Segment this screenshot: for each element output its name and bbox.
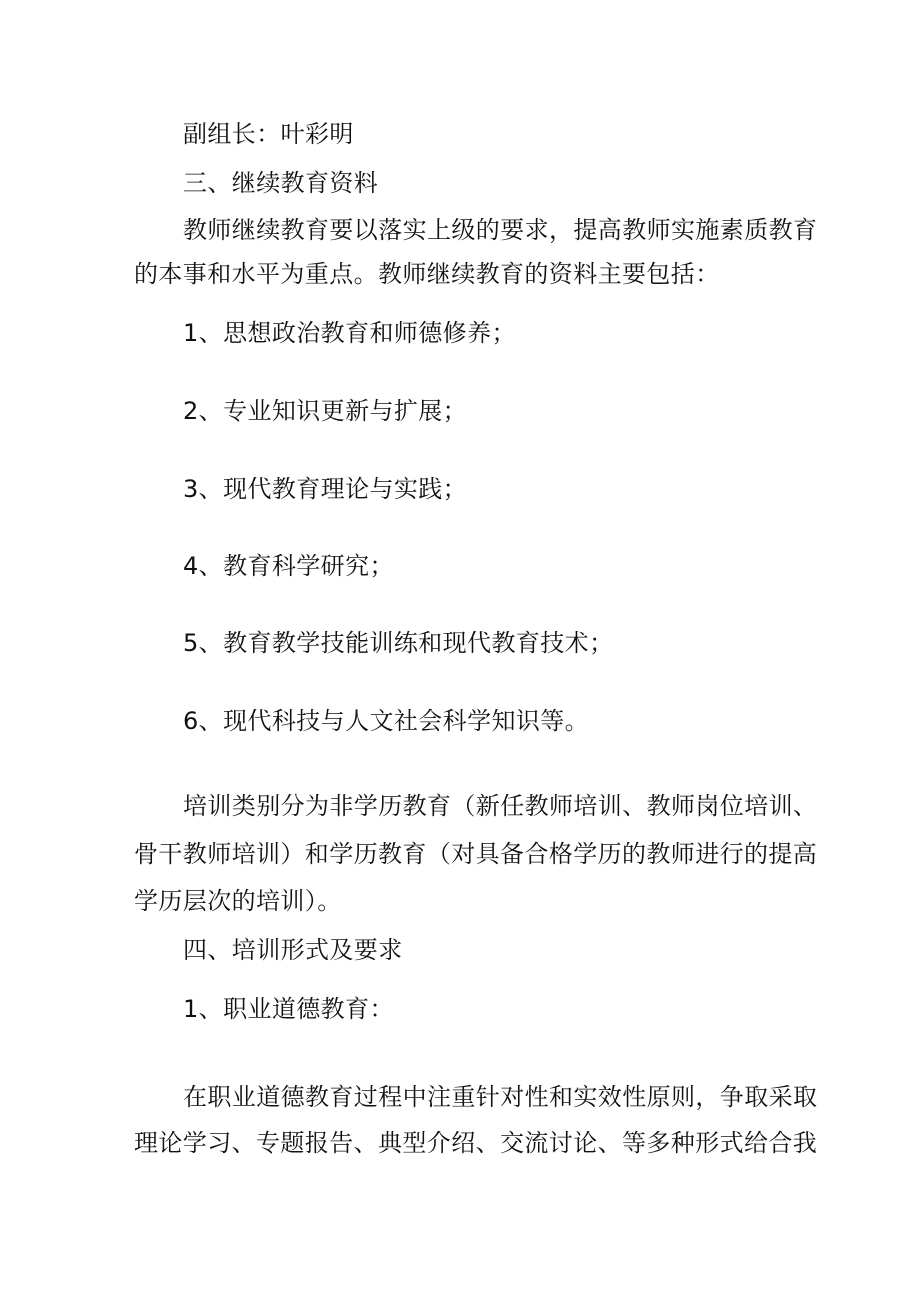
- list-item: 3、现代教育理论与实践；: [183, 475, 468, 503]
- paragraph-line: 的本事和水平为重点。教师继续教育的资料主要包括：: [134, 260, 720, 288]
- paragraph-line: 理论学习、专题报告、典型介绍、交流讨论、等多种形式给合我: [134, 1129, 818, 1157]
- paragraph-line: 在职业道德教育过程中注重针对性和实效性原则，争取采取: [183, 1083, 818, 1111]
- list-item: 4、教育科学研究；: [183, 552, 394, 580]
- section-three-heading: 三、继续教育资料: [183, 169, 379, 197]
- list-item: 6、现代科技与人文社会科学知识等。: [183, 707, 590, 735]
- section-four-heading: 四、培训形式及要求: [183, 936, 403, 964]
- paragraph-line: 骨干教师培训）和学历教育（对具备合格学历的教师进行的提高: [134, 840, 818, 868]
- paragraph-line: 教师继续教育要以落实上级的要求，提高教师实施素质教育: [183, 216, 818, 244]
- list-item: 5、教育教学技能训练和现代教育技术；: [183, 629, 614, 657]
- paragraph-line: 培训类别分为非学历教育（新任教师培训、教师岗位培训、: [183, 792, 818, 820]
- list-item: 2、专业知识更新与扩展；: [183, 397, 468, 425]
- list-item: 1、思想政治教育和师德修养；: [183, 319, 516, 347]
- paragraph-line: 学历层次的培训）。: [134, 887, 342, 915]
- deputy-leader-line: 副组长：叶彩明: [183, 120, 354, 148]
- subsection-heading: 1、职业道德教育：: [183, 995, 394, 1023]
